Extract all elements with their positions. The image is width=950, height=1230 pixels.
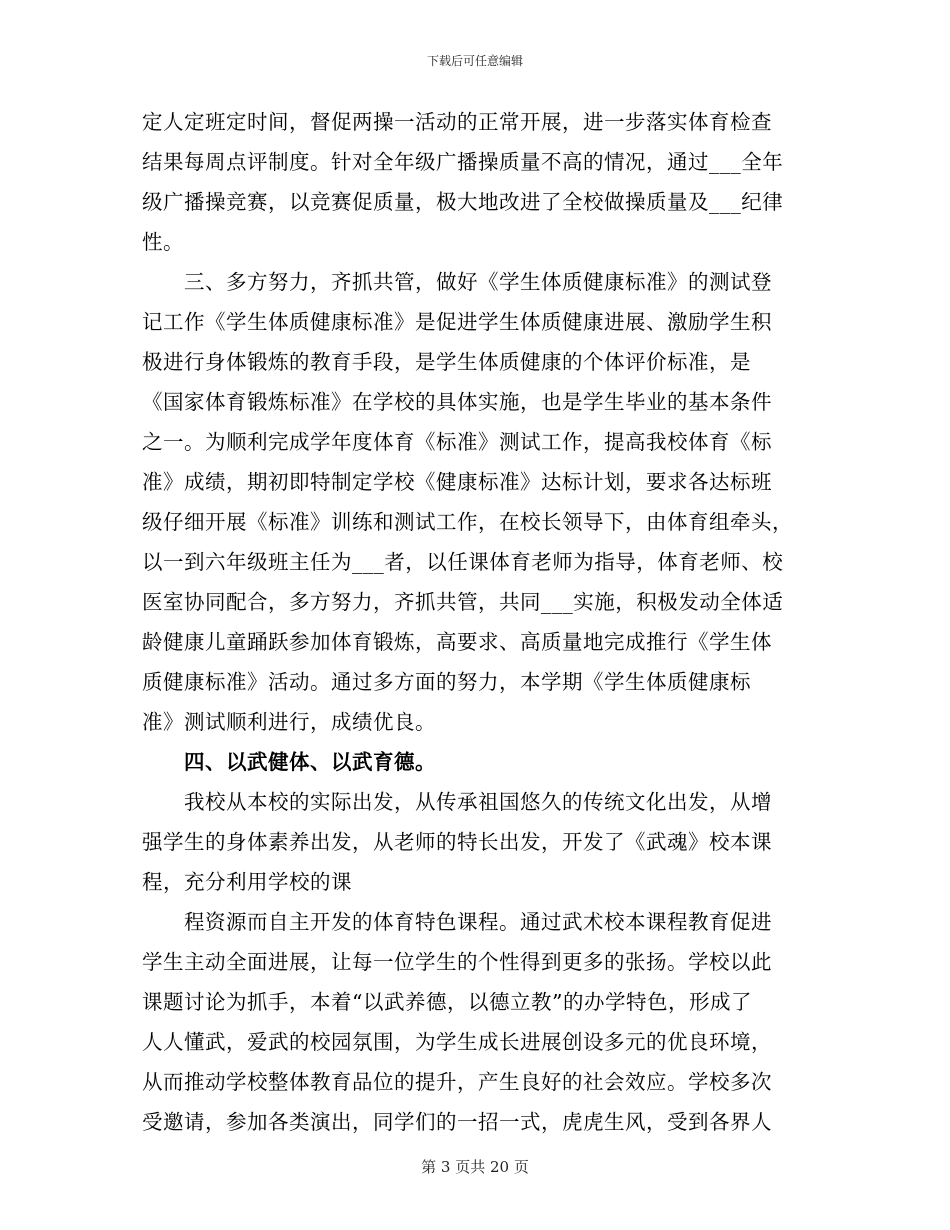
text-line: 学生主动全面进展，让每一位学生的个性得到更多的张扬。学校以此 [142, 950, 772, 974]
document-body [142, 102, 822, 1142]
text-line: 医室协同配合，多方努力，齐抓共管，共同___实施，积极发动全体适 [142, 590, 784, 614]
text-line: 《国家体育锻炼标准》在学校的具体实施，也是学生毕业的基本条件 [142, 390, 772, 414]
text-line: 之一。为顺利完成学年度体育《标准》测试工作，提高我校体育《标 [142, 430, 772, 454]
text-line: 程，充分利用学校的课 [142, 870, 352, 894]
text-line: 定人定班定时间，督促两操一活动的正常开展，进一步落实体育检查 [142, 110, 772, 134]
text-line: 结果每周点评制度。针对全年级广播操质量不高的情况，通过___全年 [142, 150, 784, 174]
text-line: 从而推动学校整体教育品位的提升，产生良好的社会效应。学校多次 [142, 1070, 772, 1094]
text-line: 记工作《学生体质健康标准》是促进学生体质健康进展、激励学生积 [142, 310, 772, 334]
page-footer: 第 3 页共 20 页 [421, 1158, 529, 1176]
text-line: 受邀请，参加各类演出，同学们的一招一式，虎虎生风，受到各界人 [142, 1110, 772, 1134]
text-line: 课题讨论为抓手，本着“以武养德，以德立教”的办学特色，形成了 [142, 990, 752, 1014]
text-line: 级仔细开展《标准》训练和测试工作，在校长领导下，由体育组牵头， [142, 510, 793, 534]
text-line: 龄健康儿童踊跃参加体育锻炼，高要求、高质量地完成推行《学生体 [142, 630, 772, 654]
text-line: 人人懂武，爱武的校园氛围，为学生成长进展创设多元的优良环境， [142, 1030, 772, 1054]
text-line: 程资源而自主开发的体育特色课程。通过武术校本课程教育促进 [184, 910, 772, 934]
page-header: 下载后可任意编辑 [426, 54, 523, 68]
text-line: 三、多方努力，齐抓共管，做好《学生体质健康标准》的测试登 [184, 270, 772, 294]
text-line: 强学生的身体素养出发，从老师的特长出发，开发了《武魂》校本课 [142, 830, 772, 854]
text-line: 级广播操竞赛，以竞赛促质量，极大地改进了全校做操质量及___纪律 [142, 190, 784, 214]
text-line: 准》成绩，期初即特制定学校《健康标准》达标计划，要求各达标班 [142, 470, 772, 494]
text-line: 质健康标准》活动。通过多方面的努力，本学期《学生体质健康标 [142, 670, 751, 694]
text-line: 极进行身体锻炼的教育手段，是学生体质健康的个体评价标准，是 [142, 350, 751, 374]
section-heading: 四、以武健体、以武育德。 [184, 750, 436, 774]
text-line: 性。 [142, 230, 184, 254]
text-line: 我校从本校的实际出发，从传承祖国悠久的传统文化出发，从增 [184, 790, 772, 814]
text-line: 以一到六年级班主任为___者，以任课体育老师为指导，体育老师、校 [142, 550, 784, 574]
text-line: 准》测试顺利进行，成绩优良。 [142, 710, 436, 734]
